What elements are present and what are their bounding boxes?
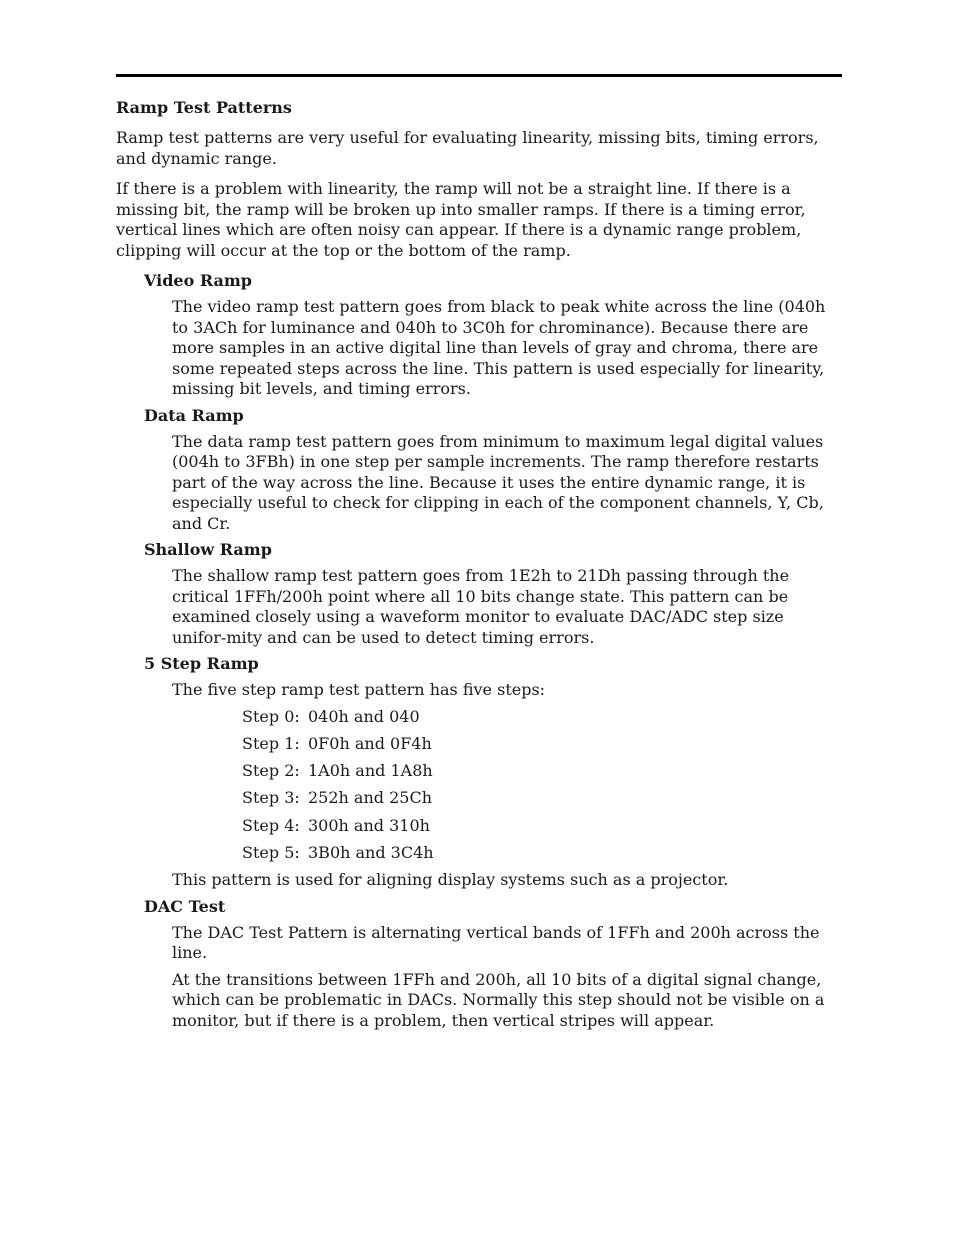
step-label: Step 1: (242, 733, 300, 753)
intro-paragraph-1: Ramp test patterns are very useful for evaluating linearity, missing bits, timing errors, and dynamic range. (116, 128, 819, 168)
step-label: Step 2: (242, 761, 300, 781)
step-value: 040h and 040 (308, 706, 420, 726)
step-value: 0F0h and 0F4h (308, 733, 432, 753)
step-item (242, 816, 842, 837)
step-list (242, 707, 842, 864)
step-item (242, 707, 842, 728)
step-label: Step 3: (242, 788, 300, 808)
step-value: 1A0h and 1A8h (308, 761, 433, 781)
step-value: 252h and 25Ch (308, 788, 433, 808)
step-item (242, 734, 842, 755)
shallow-ramp-text: The shallow ramp test pattern goes from 1E2h to 21Dh passing through the critical 1FFh/200h point where all 10 bits change state. This pattern can be examined closely using a waveform monitor to evaluate DAC/ADC step size unifor-mity and can be used to detect timing errors. (172, 566, 790, 647)
step-value: 300h and 310h (308, 815, 430, 835)
step-item (242, 788, 842, 809)
step-label: Step 5: (242, 842, 300, 862)
video-ramp-text: The video ramp test pattern goes from black to peak white across the line (040h to 3ACh for luminance and 040h to 3C0h for chrominance). Because there are more samples in an active digital line than levels of gray and chroma, there are some repeated steps across the line. This pattern is used especially for linearity, missing bit levels, and timing errors. (172, 297, 826, 398)
step-item (242, 761, 842, 782)
data-ramp-text: The data ramp test pattern goes from minimum to maximum legal digital values (004h to 3FBh) in one step per sample increments. The ramp therefore restarts part of the way across the line. Because it uses the entire dynamic range, it is especially useful to check for clipping in each of the component channels, Y, Cb, and Cr. (172, 431, 824, 533)
dac-test-heading: DAC Test (144, 896, 226, 916)
step-item (242, 843, 842, 864)
dac-test-text-2: At the transitions between 1FFh and 200h, all 10 bits of a digital signal change, which can be problematic in DACs. Normally this step should not be visible on a monitor, but if there is a problem, then vertical stripes will appear. (172, 969, 825, 1030)
video-ramp-heading: Video Ramp (144, 271, 252, 290)
five-step-ramp-heading: 5 Step Ramp (144, 654, 259, 673)
intro-paragraph-2: If there is a problem with linearity, the ramp will not be a straight line. If there is a missing bit, the ramp will be broken up into smaller ramps. If there is a timing error, vertical lines which are often noisy can appear. If there is a dynamic range problem, clipping will occur at the top or the bottom of the ramp. (116, 179, 806, 260)
section-heading: Ramp Test Patterns (116, 98, 292, 117)
step-label: Step 0: (242, 706, 300, 726)
five-step-ramp-intro: The five step ramp test pattern has five steps: (172, 680, 546, 699)
step-value: 3B0h and 3C4h (308, 842, 434, 862)
top-rule (116, 74, 842, 77)
data-ramp-heading: Data Ramp (144, 405, 244, 425)
dac-test-text-1: The DAC Test Pattern is alternating vertical bands of 1FFh and 200h across the line. (172, 922, 820, 963)
step-label: Step 4: (242, 815, 300, 835)
five-step-ramp-outro: This pattern is used for aligning display systems such as a projector. (172, 870, 729, 890)
shallow-ramp-heading: Shallow Ramp (144, 540, 272, 559)
document-page (116, 74, 842, 1037)
